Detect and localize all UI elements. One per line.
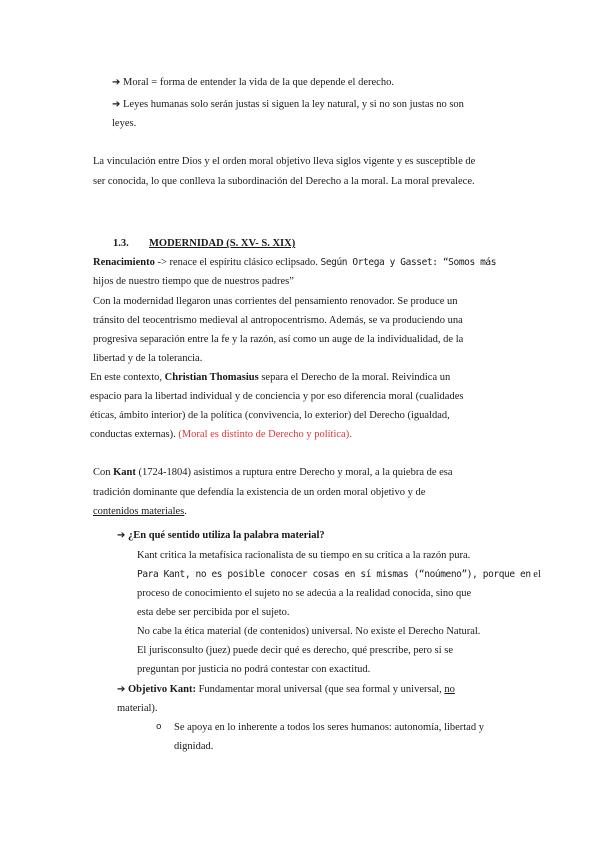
para2-line3: progresiva separación entre la fe y la razón, así como un auge de la individualidad, de la [93, 334, 464, 345]
thomasius-name: Christian Thomasius [164, 372, 259, 383]
para3-line1-pre: En este contexto, [90, 372, 165, 383]
objetivo-line2: material). [117, 703, 158, 714]
question-line6: El jurisconsulto (juez) puede decir qué es derecho, qué prescribe, pero si se [137, 645, 454, 656]
kant-noumeno-note: Para Kant, no es posible conocer cosas en sí mismas (“noúmeno”), porque en [137, 569, 531, 580]
ortega-quote: Según Ortega y Gasset: “Somos más [320, 257, 497, 268]
para4-line1 [93, 468, 453, 479]
para3-line2: espacio para la libertad individual y de conciencia y por eso diferencia moral (cualidades [90, 391, 464, 402]
question-heading [117, 531, 325, 542]
question-line5: No cabe la ética material (de contenidos) universal. No existe el Derecho Natural. [137, 626, 481, 637]
para3-line1 [90, 373, 450, 384]
question-line1: Kant critica la metafísica racionalista de su tiempo en su crítica a la razón pura. [137, 550, 471, 561]
para2-line2: tránsito del teocentrismo medieval al antropocentrismo. Además, se va produciendo una [93, 315, 463, 326]
objetivo-no: no [444, 684, 455, 695]
para4-line1-post: (1724-1804) asistimos a ruptura entre Derecho y moral, a la quiebra de esa [135, 467, 453, 478]
arrow-icon: ➔ [112, 99, 121, 110]
para1-line1: La vinculación entre Dios y el orden moral objetivo lleva siglos vigente y es susceptible de [93, 156, 476, 167]
para3-line3: éticas, ámbito interior) de la política (convivencia, lo exterior) del Derecho (igualdad, [90, 410, 450, 421]
para4-line3 [93, 507, 187, 518]
moral-distinct-note: (Moral es distinto de Derecho y política). [178, 429, 352, 440]
para4-line1-pre: Con [93, 467, 114, 478]
question-line7: preguntan por justicia no podrá contestar con exactitud. [137, 664, 371, 675]
arrow-icon: ➔ [117, 684, 126, 695]
para1-line2: ser conocida, lo que conlleva la subordinación del Derecho a la moral. La moral prevalece. [93, 176, 475, 187]
objetivo-text: Fundamentar moral universal (que sea formal y universal, [195, 684, 445, 695]
renacimiento-text: -> renace el espíritu clásico eclipsado. [154, 257, 321, 268]
intro-bullet-2-cont: leyes. [112, 118, 137, 129]
question-title: ¿En qué sentido utiliza la palabra material? [128, 530, 325, 541]
para3-line4-pre: conductas externas). [90, 429, 179, 440]
contenidos-materiales: contenidos materiales [93, 506, 185, 517]
renacimiento-label: Renacimiento [93, 257, 155, 268]
question-line2-end: el [530, 569, 541, 580]
para2-line4: libertad y de la tolerancia. [93, 353, 203, 364]
question-line3: proceso de conocimiento el sujeto no se adecúa a la realidad conocida, sino que [137, 588, 472, 599]
circle-bullet-icon: o [156, 722, 162, 732]
renacimiento-line2: hijos de nuestro tiempo que de nuestros padres” [93, 276, 294, 287]
arrow-icon: ➔ [112, 77, 121, 88]
section-title: MODERNIDAD (S. XV- S. XIX) [149, 238, 296, 249]
renacimiento-line1 [93, 258, 496, 269]
intro-bullet-2 [112, 100, 464, 111]
para2-line1: Con la modernidad llegaron unas corrientes del pensamiento renovador. Se produce un [93, 296, 458, 307]
intro-bullet-1 [112, 78, 394, 89]
para4-line3-end: . [184, 506, 187, 517]
objetivo-label: Objetivo Kant: [128, 684, 196, 695]
para4-line2: tradición dominante que defendía la existencia de un orden moral objetivo y de [93, 487, 426, 498]
objetivo-sub-line1: Se apoya en lo inherente a todos los seres humanos: autonomía, libertad y [174, 722, 484, 733]
para3-line1-post: separa el Derecho de la moral. Reivindica un [258, 372, 451, 383]
section-number: 1.3. [113, 238, 129, 249]
intro-bullet-1-text: Moral = forma de entender la vida de la que depende el derecho. [123, 77, 394, 88]
question-line4: esta debe ser percibida por el sujeto. [137, 607, 290, 618]
objetivo-line1 [117, 685, 455, 696]
question-line2 [137, 570, 541, 581]
objetivo-sub-line2: dignidad. [174, 741, 214, 752]
para3-line4 [90, 430, 352, 441]
kant-name: Kant [113, 467, 136, 478]
arrow-icon: ➔ [117, 530, 126, 541]
intro-bullet-2-text: Leyes humanas solo serán justas si siguen la ley natural, y si no son justas no son [123, 99, 464, 110]
